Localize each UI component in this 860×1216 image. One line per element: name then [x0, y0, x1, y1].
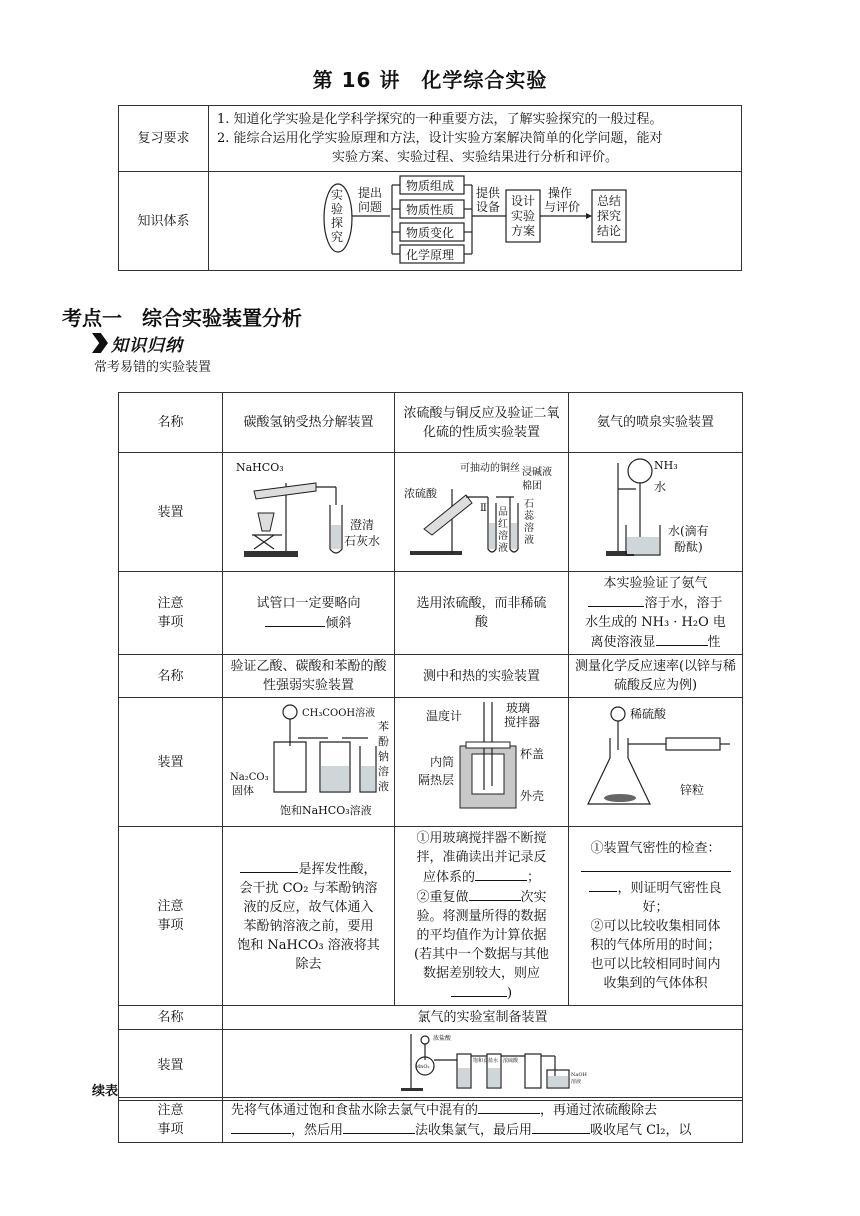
note-acidity-5: 饱和 NaHCO₃ 溶液将其: [237, 937, 380, 953]
device-cell-nahco3: [223, 453, 395, 572]
flow-end-1: 总结: [597, 194, 622, 208]
note-cal-4: ；: [527, 870, 541, 885]
note-cu-h2so4: [395, 572, 569, 655]
blank-water-vapor[interactable]: [231, 1120, 291, 1134]
review-requirement-content: [209, 106, 742, 172]
blank-airtight-cont[interactable]: [589, 878, 617, 892]
device-cell-rate: [569, 698, 743, 827]
review-requirement-label: 复习要求: [119, 106, 209, 172]
device-label-2: 装置: [119, 698, 223, 827]
flow-step1-1: 提出: [358, 186, 383, 200]
dev-label-solid: 固体: [231, 784, 254, 797]
note-rate-5: 积的气体所用的时间；: [590, 938, 721, 953]
note-cal-11: ): [506, 986, 513, 1001]
note-acidity-2: 会干扰 CO₂ 与苯酚钠溶: [239, 880, 378, 896]
flow-design-3: 方案: [511, 224, 536, 238]
flow-box-2: 物质性质: [406, 203, 455, 217]
blank-discard[interactable]: [451, 983, 507, 997]
requirement-item-2: 2. 能综合运用化学实验原理和方法，设计实验方案解决简单的化学问题，能对: [217, 131, 663, 146]
note-nh3-4: 离使溶液显: [590, 635, 656, 650]
dev-label-dilute-h2so4: 稀硫酸: [629, 707, 666, 721]
flow-box-1: 物质组成: [406, 179, 455, 193]
note-rate-2: ，则证明气密性良: [617, 881, 722, 896]
flow-box-3: 物质变化: [406, 226, 455, 240]
dev-label-phenol-4: 溶: [377, 765, 389, 778]
name-nahco3: 碳酸氢钠受热分解装置: [223, 393, 395, 453]
dev-label-na2co3: Na₂CO₃: [229, 772, 269, 783]
dev-label-phenol-1: 苯: [377, 720, 389, 733]
cont-line1-b: ，再通过浓硫酸除去: [540, 1103, 658, 1118]
requirement-item-2-cont: 实验方案、实验过程、实验结果进行分析和评价。: [331, 150, 618, 165]
note-nh3-5: 性: [707, 635, 721, 650]
flow-end-3: 结论: [597, 224, 622, 238]
blank-hcl-impurity[interactable]: [478, 1100, 540, 1114]
name-neutralization-heat: 测中和热的实验装置: [395, 655, 569, 698]
dev-label-roman: Ⅱ: [479, 503, 487, 514]
cont-note-label-b: 事项: [157, 1122, 184, 1137]
cont-line2-b: 法收集氯气，最后用: [415, 1123, 533, 1138]
dev-label-nahco3-sat: 饱和NaHCO₃溶液: [279, 804, 372, 817]
note-rate-3: 好；: [642, 900, 669, 915]
dev-label-naoh-2: 溶液: [570, 1079, 581, 1085]
flow-step2-1: 提供: [476, 186, 501, 200]
flow-step1-2: 问题: [358, 200, 383, 214]
dev-label-water: 水: [653, 480, 666, 494]
note-acidity-6: 除去: [295, 956, 322, 972]
dev-label-phenol-2: 酚: [377, 735, 389, 748]
cont-line2-a: ，然后用: [291, 1123, 344, 1138]
name-nh3-fountain: 氨气的喷泉实验装置: [569, 393, 743, 453]
section-subtitle: 常考易错的实验装置: [94, 360, 212, 375]
note-rate-1: ①装置气密性的检查：: [590, 841, 721, 856]
blank-collection-method[interactable]: [343, 1120, 415, 1134]
dev-label-sat-nacl: 饱和食盐水: [472, 1058, 498, 1064]
dev-label-cotton: 棉团: [521, 481, 542, 492]
dev-label-zinc: 锌粒: [679, 783, 704, 797]
blank-absorber[interactable]: [532, 1120, 590, 1134]
dev-label-conc-h2so4: 浓硫酸: [403, 487, 437, 500]
dev-label-mno2: MnO₂: [414, 1064, 429, 1070]
dev-label-pin-1: 品: [497, 507, 508, 518]
note-rate-6: 也可以比较相同时间内: [590, 957, 721, 972]
note-acidity-4: 苯酚钠溶液之前，要用: [243, 918, 374, 934]
blank-tilt[interactable]: [265, 613, 325, 627]
note-cal-7: 验。将测量所得的数据: [416, 909, 547, 924]
cont-note-content: [223, 1098, 743, 1143]
flow-end-2: 探究: [597, 209, 622, 223]
calorimeter-apparatus: [396, 698, 568, 820]
dev-label-conc-hcl: 浓盐酸: [432, 1035, 451, 1042]
name-label-2: 名称: [119, 655, 223, 698]
name-label-3: 名称: [119, 1006, 223, 1030]
dev-label-lit-2: 蕊: [523, 511, 534, 522]
note-nh3: [569, 572, 743, 655]
note-cu-2: 酸: [474, 615, 488, 630]
flow-box-4: 化学原理: [406, 248, 455, 262]
note-label-2a: 注意: [157, 899, 184, 914]
note-acidity-3: 液的反应，故气体通入: [243, 899, 374, 915]
knowledge-flowchart: [210, 172, 740, 264]
flow-step3-2: 与评价: [544, 200, 581, 214]
flow-step3-1: 操作: [548, 186, 573, 200]
cont-line2-c: 吸收尾气 Cl₂，以: [590, 1123, 692, 1138]
name-cu-h2so4: 浓硫酸与铜反应及验证二氧化硫的性质实验装置: [395, 393, 569, 453]
note-rate-7: 收集到的气体体积: [603, 976, 708, 991]
dev-label-pin-4: 液: [497, 543, 508, 554]
note-cal-5: ②重复做: [416, 890, 469, 905]
flow-design-2: 实验: [511, 209, 536, 223]
badge-arrow-icon: [92, 333, 108, 353]
requirement-item-1: 1. 知道化学实验是化学科学探究的一种重要方法，了解实验探究的一般过程。: [217, 112, 663, 127]
flow-step2-2: 设备: [476, 200, 501, 214]
cont-note-label: [119, 1098, 223, 1143]
note-label-2: [119, 827, 223, 1006]
knowledge-badge: [92, 332, 183, 354]
note-cal-9: (若其中一个数据与其他: [413, 947, 550, 962]
dev-label-inner: 内筒: [429, 755, 454, 769]
device-label-3: 装置: [119, 1030, 223, 1101]
dev-label-lit-1: 石: [523, 499, 534, 510]
note-calorimeter: [395, 827, 569, 1006]
note-nahco3-1: 试管口一定要略向: [256, 595, 361, 611]
chlorine-apparatus: [225, 1030, 741, 1094]
note-label-1a: 注意: [157, 596, 184, 611]
dev-label-glass-1: 玻璃: [505, 701, 530, 715]
dev-label-phenol-5: 液: [377, 780, 389, 793]
blank-nh3-solubility[interactable]: [588, 593, 644, 607]
dev-label-naoh-1: NaOH: [570, 1072, 587, 1078]
dev-label-water-phenol-1: 水(滴有: [667, 524, 709, 538]
blank-record[interactable]: [475, 867, 527, 881]
dev-label-phenol-3: 钠: [377, 750, 389, 763]
knowledge-system-label: 知识体系: [119, 172, 209, 271]
blank-repeat[interactable]: [469, 887, 521, 901]
continued-table: [118, 1097, 743, 1143]
note-cal-6: 次实: [520, 890, 547, 905]
dev-label-shell: 外壳: [519, 789, 544, 803]
dev-label-glass-2: 搅拌器: [503, 715, 540, 729]
name-acidity: 验证乙酸、碳酸和苯酚的酸性强弱实验装置: [223, 655, 395, 698]
name-chlorine: 氯气的实验室制备装置: [223, 1006, 743, 1030]
dev-label-alkali: 浸碱液: [521, 467, 552, 478]
note-cal-2: 拌，准确读出并记录反: [416, 850, 547, 865]
dev-label-water-phenol-2: 酚酞): [673, 540, 703, 554]
blank-nh3-nature[interactable]: [656, 632, 708, 646]
dev-label-pin-2: 红: [497, 519, 508, 530]
dev-label-lid: 杯盖: [519, 747, 544, 761]
dev-label-conc-h2so4-2: 浓硫酸: [502, 1058, 518, 1064]
note-cal-3: 应体系的: [422, 870, 475, 885]
cu-h2so4-apparatus: [396, 453, 568, 565]
cont-note-label-a: 注意: [157, 1103, 184, 1118]
note-rate-4: ②可以比较收集相同体: [590, 919, 721, 934]
device-cell-cu-h2so4: [395, 453, 569, 572]
nh3-fountain-apparatus: [570, 453, 742, 565]
note-nahco3-2: 倾斜: [325, 615, 352, 631]
device-cell-chlorine: [223, 1030, 743, 1101]
note-nahco3: [223, 572, 395, 655]
dev-label-ch3cooh: CH₃COOH溶液: [301, 708, 375, 719]
device-cell-nh3: [569, 453, 743, 572]
note-cu-1: 选用浓硫酸，而非稀硫: [416, 596, 547, 611]
device-cell-acidity: [223, 698, 395, 827]
note-cal-1: ①用玻璃搅拌器不断搅: [416, 831, 547, 846]
dev-label-cu-wire: 可抽动的铜丝: [459, 463, 520, 474]
flow-start-3: 探: [331, 216, 344, 230]
device-label-1: 装置: [119, 453, 223, 572]
section-title: 考点一 综合实验装置分析: [62, 306, 302, 330]
note-cal-8: 的平均值作为计算依据: [416, 928, 547, 943]
nahco3-apparatus: [224, 453, 394, 565]
dev-label-nahco3: NaHCO₃: [235, 461, 284, 474]
flow-design-1: 设计: [511, 194, 536, 208]
dev-label-nh3: NH₃: [653, 459, 678, 472]
dev-label-thermometer: 温度计: [425, 709, 462, 723]
cont-line1-a: 先将气体通过饱和食盐水除去氯气中混有的: [231, 1103, 479, 1118]
dev-label-pin-3: 溶: [497, 531, 508, 542]
flow-start-1: 实: [331, 188, 344, 202]
flow-start-2: 验: [331, 202, 344, 216]
note-label-1b: 事项: [157, 615, 184, 630]
blank-airtight-check[interactable]: [581, 858, 731, 872]
note-label-2b: 事项: [157, 918, 184, 933]
page-title: 第 16 讲 化学综合实验: [312, 68, 548, 92]
dev-label-insulation: 隔热层: [417, 773, 454, 787]
blank-volatile-acid[interactable]: [240, 859, 298, 873]
flow-start-4: 究: [331, 230, 344, 244]
acidity-apparatus: [224, 698, 394, 820]
dev-label-limewater-2: 石灰水: [343, 534, 380, 548]
review-table: [118, 105, 742, 271]
badge-text: 知识归纳: [111, 335, 183, 356]
dev-label-lit-3: 溶: [523, 523, 534, 534]
note-nh3-3: 水生成的 NH₃ · H₂O 电: [585, 615, 726, 630]
note-acidity-1: 是挥发性酸，: [298, 861, 377, 877]
note-nh3-1: 本实验验证了氨气: [603, 576, 708, 591]
continued-label: 续表: [92, 1084, 119, 1099]
knowledge-flowchart-cell: [209, 172, 742, 271]
note-rate: [569, 827, 743, 1006]
dev-label-lit-4: 液: [523, 535, 534, 546]
note-label-1: [119, 572, 223, 655]
rate-apparatus: [570, 698, 742, 820]
note-acidity: [223, 827, 395, 1006]
device-cell-calorimeter: [395, 698, 569, 827]
note-cal-10: 数据差别较大，则应: [422, 966, 540, 981]
name-label-1: 名称: [119, 393, 223, 453]
name-reaction-rate: 测量化学反应速率(以锌与稀硫酸反应为例): [569, 655, 743, 698]
apparatus-table: [118, 392, 743, 1101]
note-nh3-2: 溶于水，溶于: [644, 596, 723, 611]
dev-label-limewater-1: 澄清: [349, 518, 374, 532]
